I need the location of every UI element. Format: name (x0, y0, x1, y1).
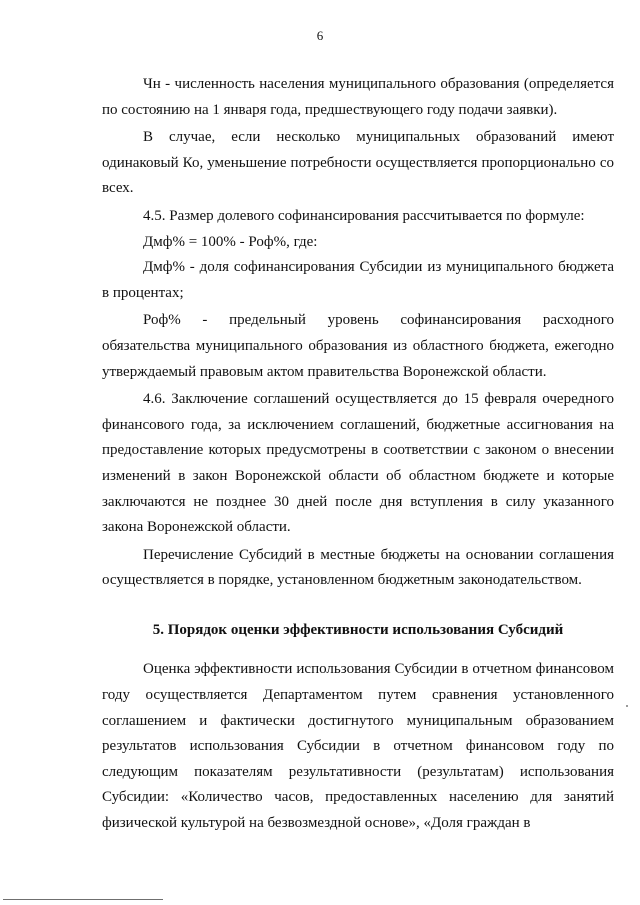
formula: Дмф% = 100% - Роф%, где: (143, 233, 318, 250)
paragraph-chn-definition: Чн - численность населения муниципального образования (определяется по состоянию на 1 января года, предшествующего году подачи заявки). (102, 76, 614, 118)
page-number: 6 (316, 28, 324, 43)
paragraph-dmf-definition: Дмф% - доля софинансирования Субсидии из муниципального бюджета в процентах; (102, 259, 614, 301)
document-body (102, 72, 614, 837)
paragraph-4-5: 4.5. Размер долевого софинансирования рассчитывается по формуле: (143, 207, 585, 224)
section-5-heading: 5. Порядок оценки эффективности использования Субсидий (152, 621, 564, 638)
paragraph-rof-definition: Роф% - предельный уровень софинансирования расходного обязательства муниципального образования из областного бюджета, ежегодно утверждаемый правовым актом правительства Воронежской области. (102, 312, 614, 380)
scan-dot (626, 705, 628, 707)
paragraph-4-6: 4.6. Заключение соглашений осуществляется до 15 февраля очередного финансового года, за исключением соглашений, бюджетные ассигнования на предоставление которых предусмотрены в соответствии с законом о внесении изменений в закон Воронежской области об областном бюджете и которые заключаются не позднее 30 дней после дня вступления в силу указанного закона Воронежской области. (102, 391, 614, 536)
footer-rule (3, 899, 163, 900)
paragraph-transfer: Перечисление Субсидий в местные бюджеты на основании соглашения осуществляется в порядке, установленном бюджетным законодательством. (102, 546, 614, 589)
paragraph-evaluation: Оценка эффективности использования Субсидии в отчетном финансовом году осуществляется Департаментом путем сравнения установленного соглашением и фактически достигнутого муниципальным образованием результатов использования Субсидии в отчетном финансовом году по следующим показателям результативности (результатам) использования Субсидии: «Количество часов, предоставленных населению для занятий физической культурой на безвозмездной основе», «Доля граждан в (102, 661, 614, 832)
paragraph-equal-ko: В случае, если несколько муниципальных образований имеют одинаковый Ко, уменьшение потребности осуществляется пропорционально со всех. (102, 129, 614, 197)
